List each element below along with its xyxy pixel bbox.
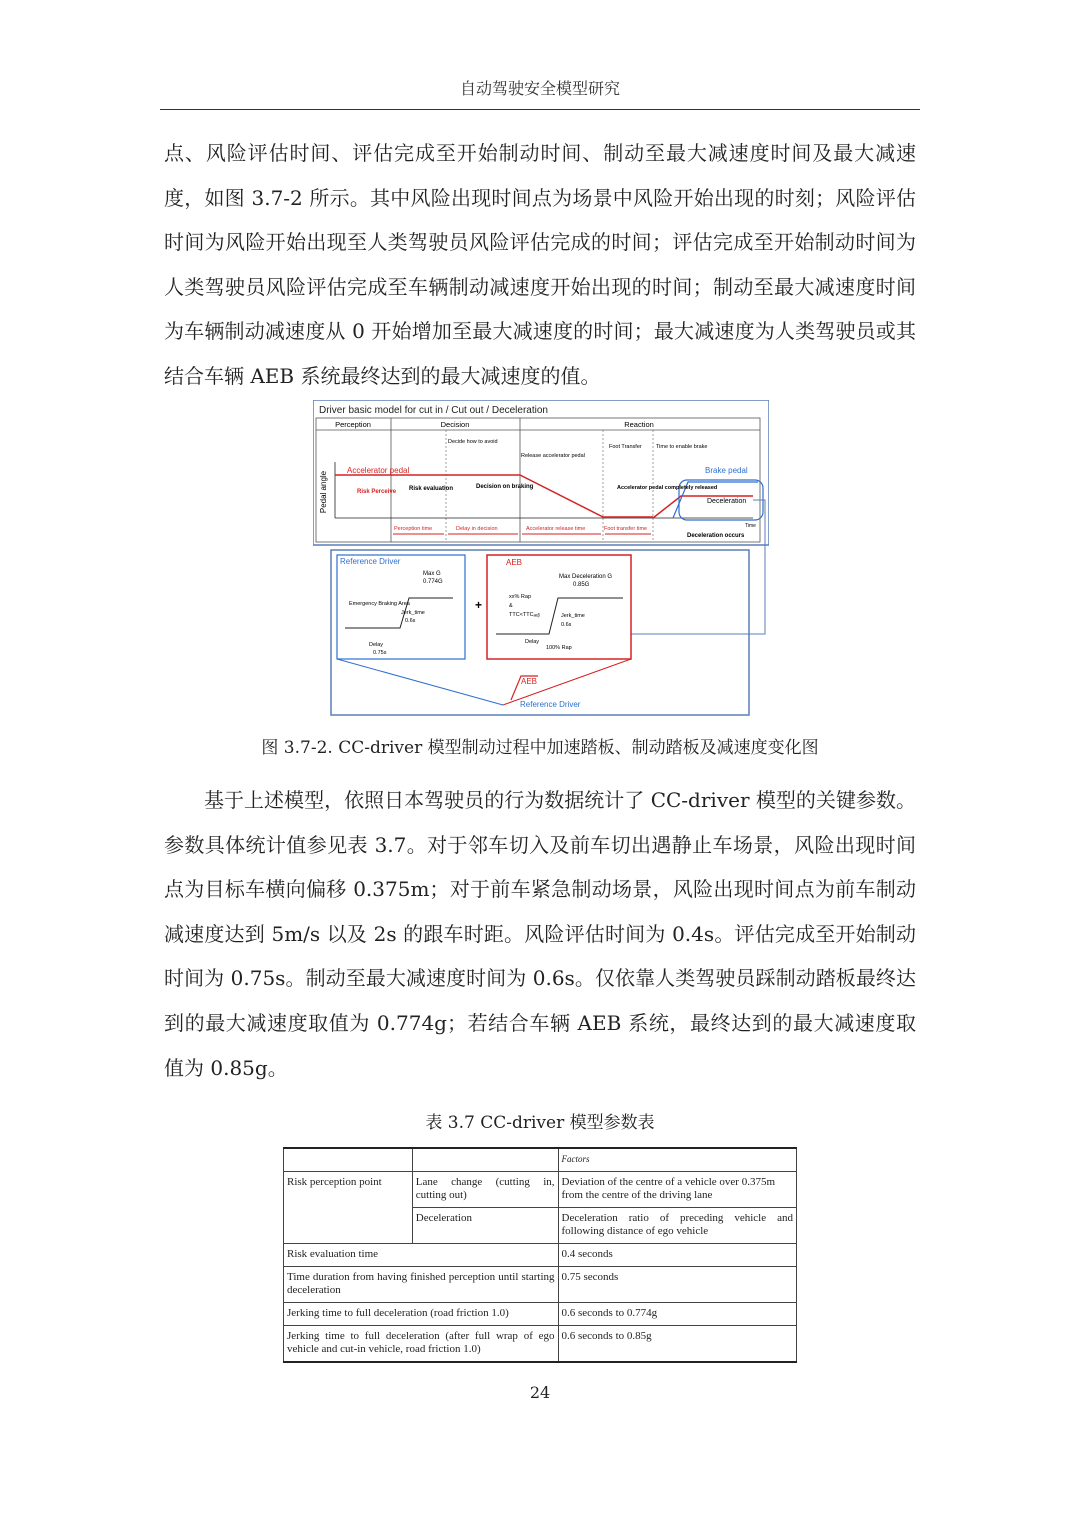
risk-eval-cell: Risk evaluation time — [284, 1244, 559, 1267]
page-number: 24 — [529, 1383, 551, 1402]
ref-jerk-value: 0.6s — [405, 618, 416, 624]
time-duration-value: 0.75 seconds — [558, 1267, 796, 1303]
aeb-max-decel-value: 0.85G — [573, 582, 590, 588]
aeb-full-rap: 100% Rap — [546, 645, 572, 651]
deceleration-value: Deceleration ratio of preceding vehicle and following distance of ego vehicle — [558, 1208, 796, 1244]
aeb-delay-label: Delay — [525, 639, 540, 645]
ref-max-g: Max G — [423, 571, 441, 577]
table-row — [284, 1172, 797, 1208]
foot-transfer-label: Foot Transfer — [609, 444, 642, 450]
risk-evaluation-label: Risk evaluation — [409, 486, 454, 492]
aeb-rap: xx% Rap — [509, 594, 532, 600]
decision-braking-label: Decision on braking — [476, 484, 534, 490]
decide-how-label: Decide how to avoid — [448, 439, 498, 445]
aeb-amp: & — [509, 603, 513, 609]
aeb-title: AEB — [506, 558, 523, 567]
release-accel-label: Release accelerator pedal — [521, 453, 585, 459]
phase-reaction: Reaction — [624, 420, 654, 429]
combined-reference-label: Reference Driver — [520, 700, 581, 709]
figure-caption: 图 3.7-2. CC-driver 模型制动过程中加速踏板、制动踏板及减速度变化图 — [261, 738, 819, 758]
body-paragraph-2: 基于上述模型，依照日本驾驶员的行为数据统计了 CC-driver 模型的关键参数。参数具体统计值参见表 3.7。对于邻车切入及前车切出遇静止车场景，风险出现时间点为目标车横向偏移 0.375m；对于前车紧急制动场景，风险出现时间点为前车制动减速度达到 5m/s 以及 2s 的跟车时距。风险评估时间为 0.4s。评估完成至开始制动时间为 0.75s。制动至最大减速度时间为 0.6s。仅依靠人类驾驶员踩制动踏板最终达到的最大减速度取值为 0.774g；若结合车辆 AEB 系统，最终达到的最大减速度取值为 0.85g。 — [164, 788, 916, 1080]
phase-perception: Perception — [335, 420, 371, 429]
accelerator-pedal-label: Accelerator pedal — [347, 466, 410, 475]
aeb-jerk-value: 0.6s — [561, 622, 572, 628]
aeb-max-decel: Max Deceleration G — [559, 574, 613, 580]
jerk1-cell: Jerking time to full deceleration (road friction 1.0) — [284, 1303, 559, 1326]
header-rule — [160, 109, 920, 110]
jerk2-value: 0.6 seconds to 0.85g — [558, 1326, 796, 1363]
ref-emergency-label: Emergency Braking Area — [349, 601, 410, 607]
aeb-jerk-label: Jerk_time — [561, 613, 585, 619]
ref-jerk-label: Jerk_time — [401, 610, 425, 616]
accel-released-label: Accelerator pedal completely released — [617, 485, 718, 491]
factors-header: Factors — [558, 1148, 796, 1172]
time-bar-foot-transfer: Foot transfer time — [604, 526, 648, 532]
aeb-ttc: TTC<TTCₐₑᵦ — [509, 612, 540, 618]
risk-eval-value: 0.4 seconds — [558, 1244, 796, 1267]
table-row — [284, 1148, 797, 1172]
table-row — [284, 1303, 797, 1326]
brake-pedal-label: Brake pedal — [705, 466, 748, 475]
plus-sign: + — [475, 598, 483, 612]
risk-point-cell: Risk perception point — [284, 1172, 413, 1244]
lane-change-value: Deviation of the centre of a vehicle over 0.375m from the centre of the driving lane — [558, 1172, 796, 1208]
time-bar-decision: Delay in decision — [456, 526, 498, 532]
jerk2-cell: Jerking time to full deceleration (after full wrap of ego vehicle and cut-in vehicle, road friction 1.0) — [284, 1326, 559, 1363]
jerk1-value: 0.6 seconds to 0.774g — [558, 1303, 796, 1326]
time-bar-accel-release: Accelerator release time — [526, 526, 586, 532]
deceleration-label: Deceleration — [707, 498, 747, 505]
parameter-table — [283, 1147, 797, 1363]
combined-aeb-label: AEB — [521, 677, 538, 686]
braking-process-figure — [313, 400, 769, 718]
table-row — [284, 1244, 797, 1267]
table-row — [284, 1326, 797, 1363]
deceleration-cell: Deceleration — [412, 1208, 558, 1244]
running-header: 自动驾驶安全模型研究 — [459, 79, 620, 98]
time-duration-cell: Time duration from having finished perception until starting deceleration — [284, 1267, 559, 1303]
ref-delay-label: Delay — [369, 642, 384, 648]
ref-delay-value: 0.75s — [373, 650, 387, 656]
figure-title: Driver basic model for cut in / Cut out / Deceleration — [319, 405, 548, 416]
ref-max-g-value: 0.774G — [423, 579, 443, 585]
table-row — [284, 1267, 797, 1303]
phase-decision: Decision — [440, 420, 470, 429]
decel-occurs-label: Deceleration occurs — [687, 533, 745, 539]
bottom-panel — [331, 550, 749, 715]
y-axis-label: Pedal angle — [319, 470, 328, 514]
time-enable-brake-label: Time to enable brake — [656, 444, 708, 450]
body-paragraph-1: 点、风险评估时间、评估完成至开始制动时间、制动至最大减速度时间及最大减速度，如图 3.7-2 所示。其中风险出现时间点为场景中风险开始出现的时刻；风险评估时间为风险开始出现至人类驾驶员风险评估完成的时间；评估完成至开始制动时间为人类驾驶员风险评估完成至车辆制动减速度开始出现的时间；制动至最大减速度时间为车辆制动减速度从 0 开始增加至最大减速度的时间；最大减速度为人类驾驶员或其结合车辆 AEB 系统最终达到的最大减速度的值。 — [164, 141, 916, 388]
risk-perceive-label: Risk Perceive — [357, 489, 397, 495]
lane-change-cell: Lane change (cutting in, cutting out) — [412, 1172, 558, 1208]
time-axis-label: Time — [745, 523, 756, 529]
table-caption: 表 3.7 CC-driver 模型参数表 — [425, 1113, 655, 1133]
reference-driver-title: Reference Driver — [340, 557, 401, 566]
time-bar-perception: Perception time — [394, 526, 433, 532]
